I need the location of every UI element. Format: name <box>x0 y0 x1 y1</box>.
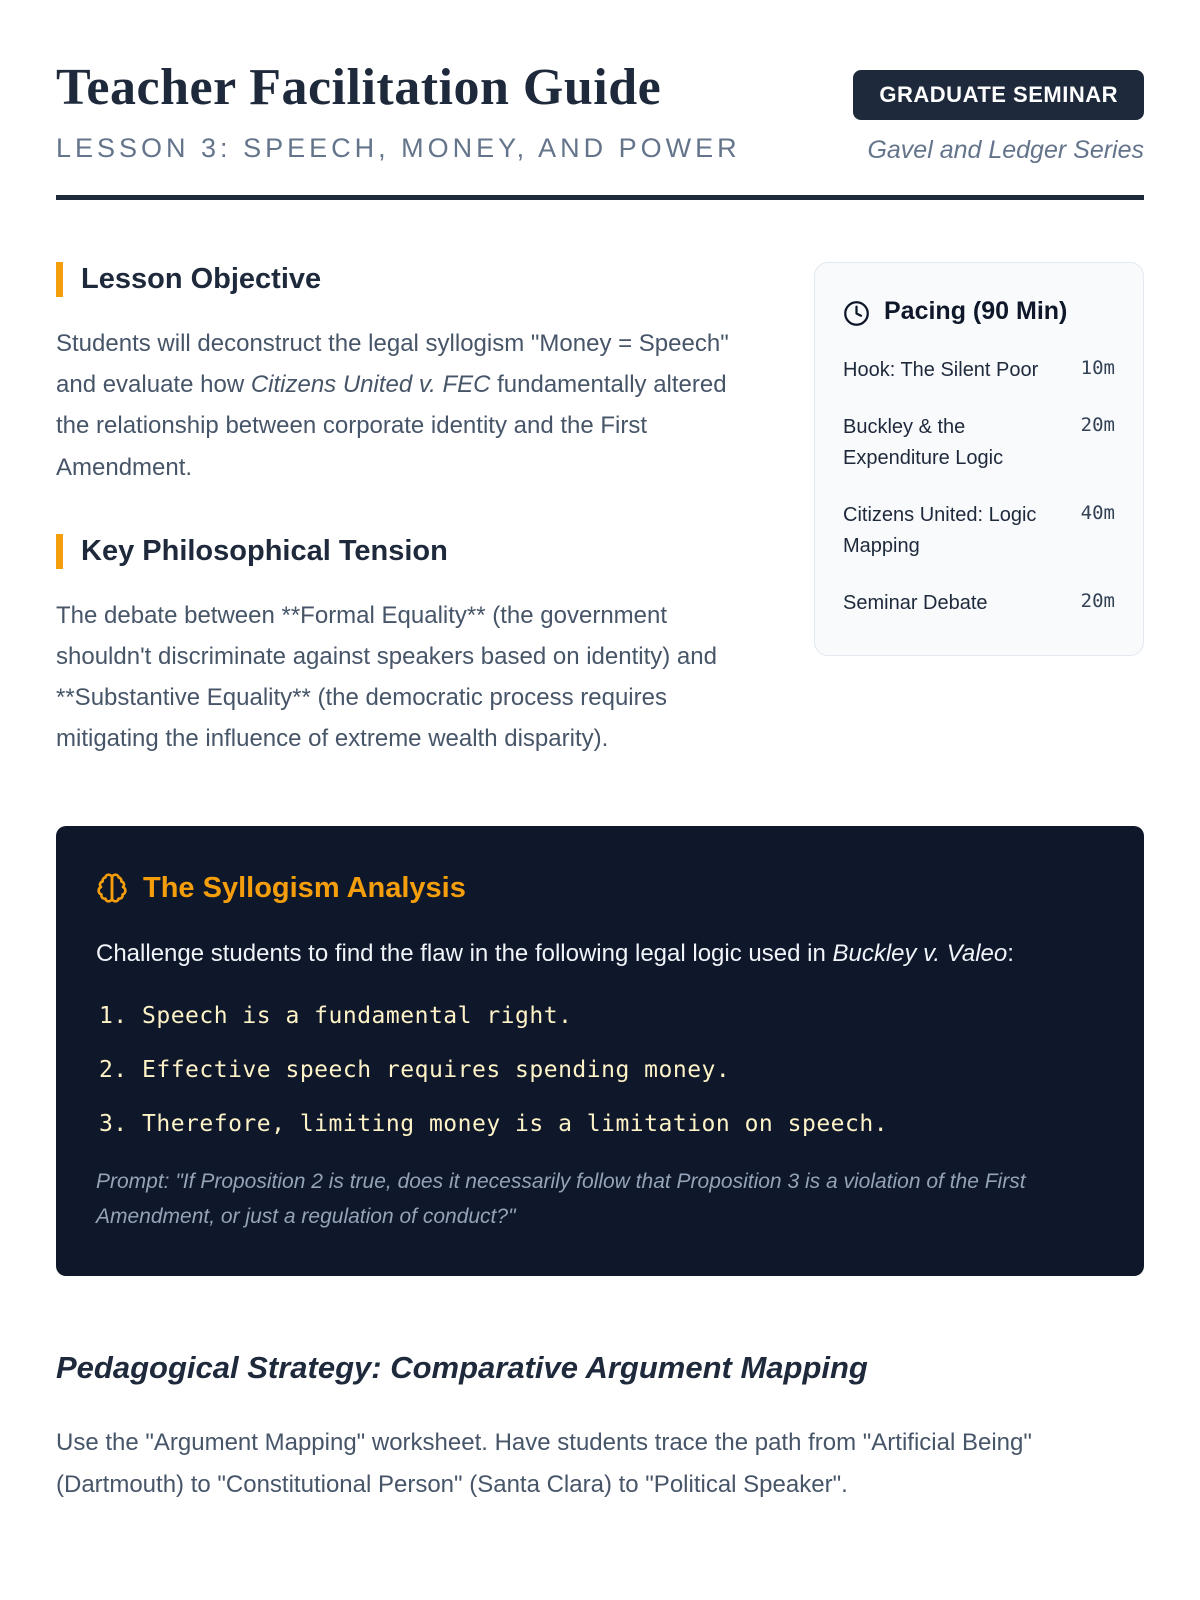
clock-icon <box>843 300 870 327</box>
pacing-item-label: Hook: The Silent Poor <box>843 358 1039 381</box>
pacing-item-label: Citizens United: Logic Mapping <box>843 503 1037 557</box>
pacing-item-time: 20m <box>1080 413 1115 436</box>
syllogism-card-title: The Syllogism Analysis <box>143 871 466 904</box>
brain-icon <box>96 872 128 904</box>
pacing-item-time: 40m <box>1080 501 1115 524</box>
pacing-item-time: 10m <box>1080 356 1115 379</box>
lesson-objective-heading: Lesson Objective <box>56 262 754 297</box>
key-tension-heading: Key Philosophical Tension <box>56 534 754 569</box>
pacing-item-label: Buckley & the Expenditure Logic <box>843 415 1004 469</box>
header <box>56 58 1144 165</box>
page-subtitle: LESSON 3: SPEECH, MONEY, AND POWER <box>56 133 741 163</box>
syllogism-case-name: Buckley v. Valeo <box>832 939 1008 967</box>
syllogism-prompt: Prompt: "If Proposition 2 is true, does it necessarily follow that Proposition 3 is a violation of the First Amendment, or just a regulation of conduct?" <box>96 1170 1026 1228</box>
key-tension-section <box>56 534 754 760</box>
lesson-objective-section <box>56 262 754 488</box>
syllogism-intro <box>96 935 1104 973</box>
objective-text-pre: Students will deconstruct the legal syllogism "Money = Speech" and evaluate how <box>56 329 729 399</box>
syllogism-card-header <box>96 872 1104 905</box>
syllogism-step: 2. Effective speech requires spending money. <box>142 1057 1104 1083</box>
pacing-item <box>843 588 1115 619</box>
objective-case-name: Citizens United v. FEC <box>250 371 491 399</box>
left-column <box>56 262 754 760</box>
main-content <box>56 262 1144 760</box>
syllogism-steps-list <box>96 1003 1104 1137</box>
pacing-title: Pacing (90 Min) <box>884 297 1068 325</box>
pacing-item <box>843 412 1115 474</box>
lesson-objective-body <box>56 323 754 488</box>
header-titles <box>56 58 741 164</box>
page-title: Teacher Facilitation Guide <box>56 59 662 116</box>
pacing-item-time: 20m <box>1080 589 1115 612</box>
syllogism-step: 1. Speech is a fundamental right. <box>142 1003 1104 1029</box>
syllogism-intro-pre: Challenge students to find the flaw in the following legal logic used in <box>96 939 833 967</box>
pacing-item <box>843 355 1115 386</box>
pacing-card <box>814 262 1144 656</box>
graduate-seminar-badge: GRADUATE SEMINAR <box>853 70 1144 120</box>
strategy-heading: Pedagogical Strategy: Comparative Argument Mapping <box>56 1350 868 1386</box>
syllogism-analysis-card <box>56 826 1144 1277</box>
key-tension-body: The debate between **Formal Equality** (the government shouldn't discriminate against speakers based on identity) and **Substantive Equality** (the democratic process requires mitigating the influence of extreme wealth disparity). <box>56 601 717 753</box>
strategy-body: Use the "Argument Mapping" worksheet. Have students trace the path from "Artificial Being" (Dartmouth) to "Constitutional Person" (Santa Clara) to "Political Speaker". <box>56 1429 1032 1498</box>
pacing-item-label: Seminar Debate <box>843 591 988 614</box>
syllogism-intro-post: : <box>1007 939 1014 967</box>
header-divider <box>56 195 1144 200</box>
strategy-section <box>56 1350 1144 1505</box>
pacing-header <box>843 295 1115 329</box>
objective-text-post: fundamentally altered the relationship between corporate identity and the First Amendment. <box>56 371 727 481</box>
pacing-item <box>843 500 1115 562</box>
header-meta <box>853 58 1144 165</box>
series-label: Gavel and Ledger Series <box>867 136 1144 164</box>
syllogism-step: 3. Therefore, limiting money is a limitation on speech. <box>142 1111 1104 1137</box>
